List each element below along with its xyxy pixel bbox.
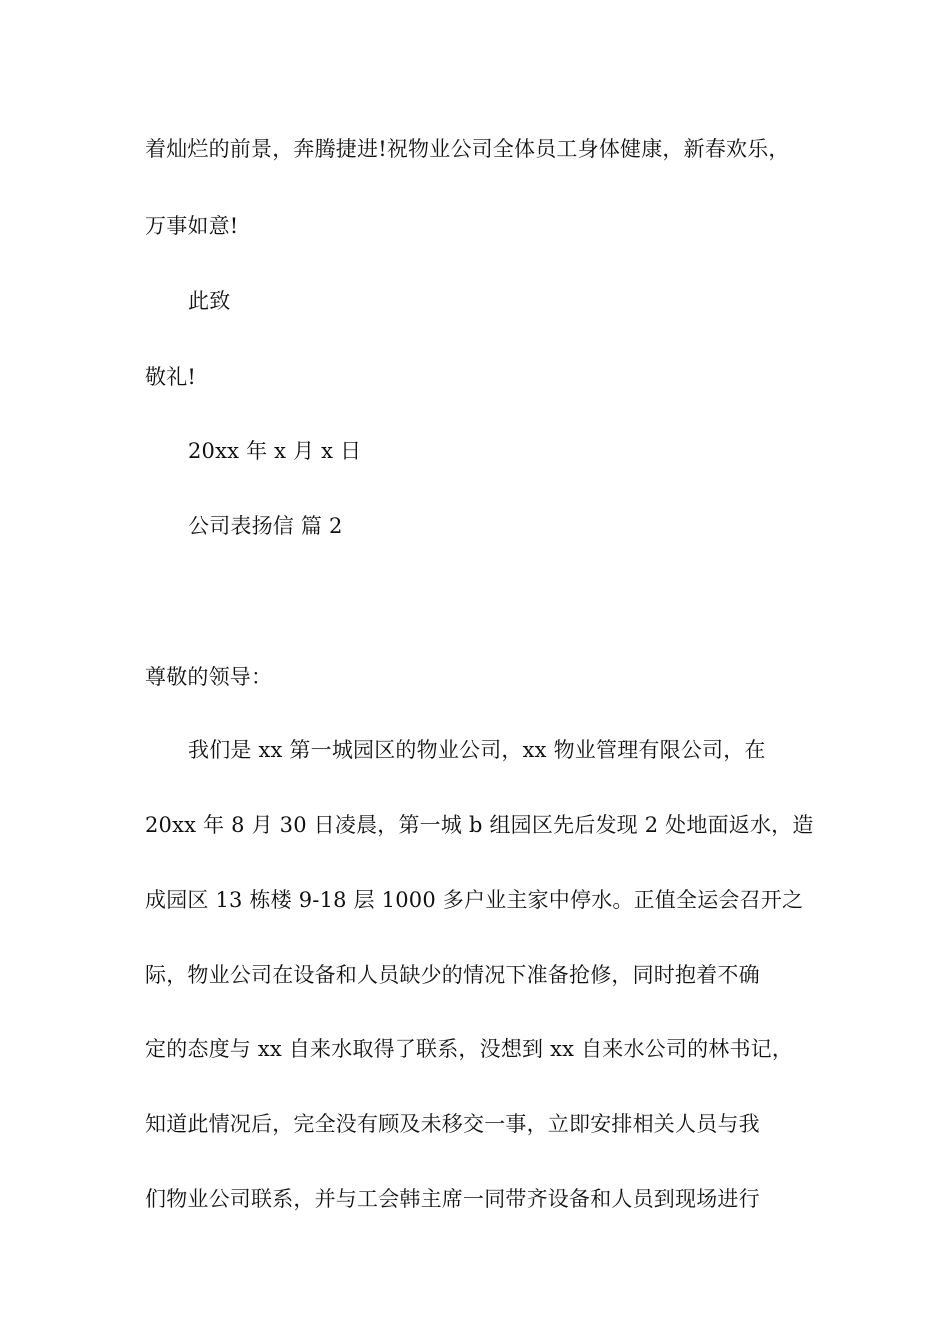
body-text-line: 知道此情况后，完全没有顾及未移交一事，立即安排相关人员与我 <box>145 1112 760 1136</box>
section-title: 公司表扬信 篇 2 <box>188 514 343 538</box>
greeting: 尊敬的领导： <box>145 665 273 689</box>
body-text-line: 际，物业公司在设备和人员缺少的情况下准备抢修，同时抱着不确 <box>145 963 760 987</box>
body-text-line: 万事如意! <box>145 214 239 238</box>
body-text-line: 成园区 13 栋楼 9-18 层 1000 多户业主家中停水。正值全运会召开之 <box>145 888 804 912</box>
closing-regards: 敬礼! <box>145 365 197 389</box>
letter-date: 20xx 年 x 月 x 日 <box>188 439 362 463</box>
body-text-line: 着灿烂的前景，奔腾捷进!祝物业公司全体员工身体健康，新春欢乐， <box>145 137 790 161</box>
body-text-line: 20xx 年 8 月 30 日凌晨，第一城 b 组园区先后发现 2 处地面返水，造 <box>145 813 814 837</box>
body-text-line: 们物业公司联系，并与工会韩主席一同带齐设备和人员到现场进行 <box>145 1187 760 1211</box>
closing-salutation: 此致 <box>188 289 231 313</box>
body-text-line: 我们是 xx 第一城园区的物业公司，xx 物业管理有限公司，在 <box>188 738 766 762</box>
body-text-line: 定的态度与 xx 自来水取得了联系，没想到 xx 自来水公司的林书记， <box>145 1037 794 1061</box>
